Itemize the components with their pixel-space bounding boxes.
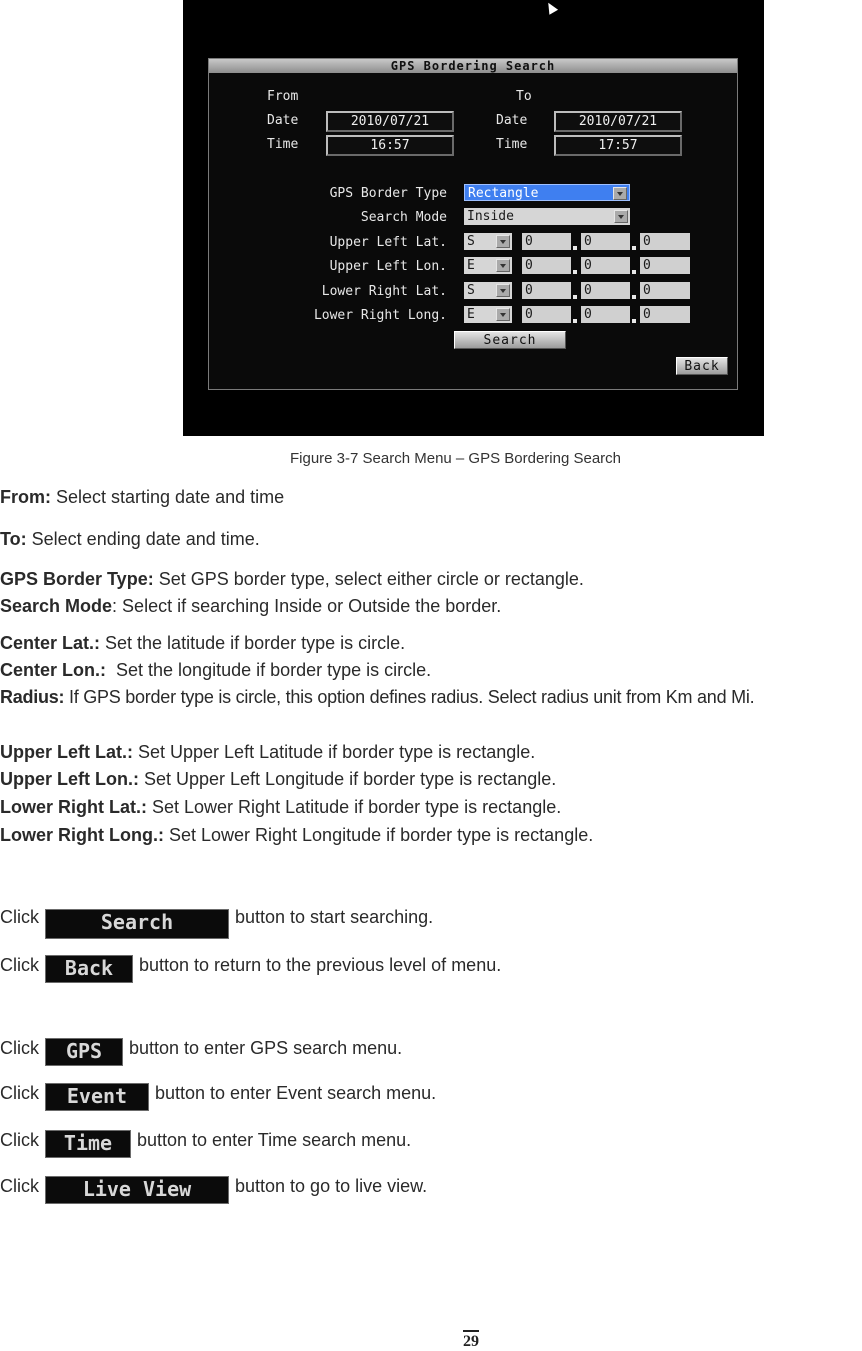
instruction-search bbox=[0, 906, 433, 939]
from-time-field[interactable]: 16:57 bbox=[326, 135, 454, 156]
definition-term: Lower Right Lat.: bbox=[0, 797, 147, 817]
instruction-prefix: Click bbox=[0, 907, 44, 927]
to-date-field[interactable]: 2010/07/21 bbox=[554, 111, 682, 132]
separator-dot bbox=[632, 270, 636, 274]
definition-to bbox=[0, 528, 260, 550]
border-type-select[interactable] bbox=[464, 184, 630, 201]
definition-gps-border-type bbox=[0, 568, 584, 590]
direction-value: E bbox=[467, 307, 475, 322]
direction-select[interactable] bbox=[464, 306, 512, 323]
separator-dot bbox=[573, 270, 577, 274]
seconds-input[interactable]: 0 bbox=[640, 282, 690, 299]
instruction-live-view bbox=[0, 1175, 427, 1204]
direction-value: S bbox=[467, 283, 475, 298]
instruction-prefix: Click bbox=[0, 1083, 44, 1103]
minutes-input[interactable]: 0 bbox=[581, 282, 630, 299]
instruction-suffix: button to enter Time search menu. bbox=[132, 1130, 412, 1150]
chevron-down-icon bbox=[496, 284, 510, 297]
instruction-time bbox=[0, 1129, 411, 1158]
instruction-back bbox=[0, 954, 501, 983]
search-mode-select[interactable] bbox=[464, 208, 630, 225]
chevron-down-icon bbox=[614, 210, 628, 223]
instruction-event bbox=[0, 1082, 436, 1111]
instruction-suffix: button to start searching. bbox=[230, 907, 434, 927]
degrees-input[interactable]: 0 bbox=[522, 257, 571, 274]
definition-text: Set Lower Right Longitude if border type is rectangle. bbox=[163, 825, 594, 845]
definition-text: Set Upper Left Latitude if border type is rectangle. bbox=[133, 742, 536, 762]
direction-select[interactable] bbox=[464, 233, 512, 250]
definition-text: Select starting date and time bbox=[51, 487, 285, 507]
direction-value: E bbox=[467, 258, 475, 273]
search-mode-label: Search Mode bbox=[360, 210, 447, 225]
definition-term: Lower Right Long.: bbox=[0, 825, 164, 845]
event-button-image: Event bbox=[45, 1083, 149, 1111]
dvr-screenshot bbox=[183, 0, 764, 436]
degrees-input[interactable]: 0 bbox=[522, 306, 571, 323]
definition-term: From: bbox=[0, 487, 51, 507]
live-view-button-image: Live View bbox=[45, 1176, 229, 1204]
instruction-suffix: button to enter GPS search menu. bbox=[124, 1038, 403, 1058]
definition-center-lon bbox=[0, 659, 431, 681]
definition-text: Set the longitude if border type is circle. bbox=[106, 660, 432, 680]
from-date-field[interactable]: 2010/07/21 bbox=[326, 111, 454, 132]
page-number: 29 bbox=[463, 1330, 479, 1351]
definition-text: Set Lower Right Latitude if border type is rectangle. bbox=[147, 797, 562, 817]
from-time-label: Time bbox=[267, 137, 299, 152]
definition-text: If GPS border type is circle, this option defines radius. Select radius unit from Km and Mi. bbox=[64, 687, 755, 707]
to-time-field[interactable]: 17:57 bbox=[554, 135, 682, 156]
chevron-down-icon bbox=[496, 259, 510, 272]
search-mode-value: Inside bbox=[467, 209, 514, 224]
separator-dot bbox=[573, 246, 577, 250]
direction-select[interactable] bbox=[464, 282, 512, 299]
chevron-down-icon bbox=[496, 308, 510, 321]
gps-button-image: GPS bbox=[45, 1038, 123, 1066]
definition-text: Set Upper Left Longitude if border type is rectangle. bbox=[138, 769, 557, 789]
search-button-image: Search bbox=[45, 909, 229, 939]
instruction-suffix: button to enter Event search menu. bbox=[150, 1083, 437, 1103]
to-label: To bbox=[516, 89, 532, 104]
mouse-cursor-icon bbox=[544, 0, 558, 15]
definition-term: Center Lon.: bbox=[0, 660, 106, 680]
time-button-image: Time bbox=[45, 1130, 131, 1158]
separator-dot bbox=[573, 295, 577, 299]
back-button-image: Back bbox=[45, 955, 133, 983]
definition-text: Select ending date and time. bbox=[26, 529, 260, 549]
instruction-suffix: button to go to live view. bbox=[230, 1176, 428, 1196]
definition-term: Search Mode bbox=[0, 596, 113, 616]
instruction-prefix: Click bbox=[0, 1130, 44, 1150]
instruction-gps bbox=[0, 1037, 402, 1066]
minutes-input[interactable]: 0 bbox=[581, 233, 630, 250]
separator-dot bbox=[632, 295, 636, 299]
definition-upper-left-lon bbox=[0, 768, 556, 790]
instruction-prefix: Click bbox=[0, 955, 44, 975]
search-button[interactable]: Search bbox=[454, 331, 566, 349]
definition-lower-right-long bbox=[0, 824, 593, 846]
degrees-input[interactable]: 0 bbox=[522, 233, 571, 250]
from-label: From bbox=[267, 89, 299, 104]
direction-value: S bbox=[467, 234, 475, 249]
definition-term: Upper Left Lon.: bbox=[0, 769, 139, 789]
seconds-input[interactable]: 0 bbox=[640, 257, 690, 274]
border-type-value: Rectangle bbox=[468, 186, 539, 201]
gps-bordering-search-dialog bbox=[208, 58, 738, 390]
figure-caption: Figure 3-7 Search Menu – GPS Bordering Search bbox=[290, 450, 622, 467]
separator-dot bbox=[573, 319, 577, 323]
chevron-down-icon bbox=[613, 187, 627, 200]
chevron-down-icon bbox=[496, 235, 510, 248]
definition-term: Radius: bbox=[0, 687, 65, 707]
definition-text: Set the latitude if border type is circle. bbox=[100, 633, 406, 653]
to-date-label: Date bbox=[496, 113, 528, 128]
definition-from bbox=[0, 486, 284, 508]
instruction-prefix: Click bbox=[0, 1038, 44, 1058]
seconds-input[interactable]: 0 bbox=[640, 306, 690, 323]
definition-term: To: bbox=[0, 529, 27, 549]
definition-text: Set GPS border type, select either circle or rectangle. bbox=[153, 569, 584, 589]
separator-dot bbox=[632, 319, 636, 323]
coordinate-label: Upper Left Lat. bbox=[329, 235, 447, 250]
definition-search-mode bbox=[0, 595, 501, 617]
definition-radius bbox=[0, 686, 754, 708]
coordinate-label: Lower Right Long. bbox=[313, 308, 447, 323]
minutes-input[interactable]: 0 bbox=[581, 257, 630, 274]
back-button[interactable]: Back bbox=[676, 357, 728, 375]
border-type-label: GPS Border Type bbox=[329, 186, 447, 201]
definition-term: Upper Left Lat.: bbox=[0, 742, 133, 762]
definition-upper-left-lat bbox=[0, 741, 535, 763]
definition-lower-right-lat bbox=[0, 796, 561, 818]
instruction-suffix: button to return to the previous level of menu. bbox=[134, 955, 502, 975]
seconds-input[interactable]: 0 bbox=[640, 233, 690, 250]
to-time-label: Time bbox=[496, 137, 528, 152]
separator-dot bbox=[632, 246, 636, 250]
definition-center-lat bbox=[0, 632, 405, 654]
definition-term: GPS Border Type: bbox=[0, 569, 154, 589]
from-date-label: Date bbox=[267, 113, 299, 128]
minutes-input[interactable]: 0 bbox=[581, 306, 630, 323]
direction-select[interactable] bbox=[464, 257, 512, 274]
dialog-title: GPS Bordering Search bbox=[209, 59, 737, 73]
coordinate-label: Lower Right Lat. bbox=[321, 284, 447, 299]
degrees-input[interactable]: 0 bbox=[522, 282, 571, 299]
coordinate-label: Upper Left Lon. bbox=[329, 259, 447, 274]
instruction-prefix: Click bbox=[0, 1176, 44, 1196]
definition-text: : Select if searching Inside or Outside the border. bbox=[112, 596, 502, 616]
definition-term: Center Lat.: bbox=[0, 633, 101, 653]
